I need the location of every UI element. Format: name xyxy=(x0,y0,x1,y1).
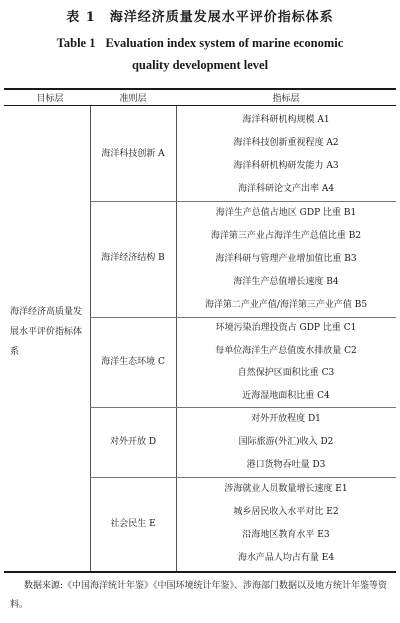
indicator-b4: 海洋生产总值增长速度 B4 xyxy=(233,277,339,287)
header-rule xyxy=(4,105,396,106)
group-separator xyxy=(90,317,396,318)
table-title-english-line1: Evaluation index system of marine economic xyxy=(105,36,344,50)
table-caption-chinese xyxy=(0,6,400,25)
group-separator xyxy=(90,201,396,202)
group-separator xyxy=(90,477,396,478)
table-number-chinese: 表 1 xyxy=(66,10,96,25)
source-note: 数据来源:《中国海洋统计年鉴》《中国环境统计年鉴》、涉海部门数据以及地方统计年鉴等资料。 xyxy=(10,581,388,610)
indicator-c2: 每单位海洋生产总值废水排放量 C2 xyxy=(215,346,357,356)
indicator-b1: 海洋生产总值占地区 GDP 比重 B1 xyxy=(215,208,357,218)
indicator-a1: 海洋科研机构规模 A1 xyxy=(242,115,330,125)
indicator-e1: 涉海就业人员数量增长速度 E1 xyxy=(224,484,348,494)
indicator-d1: 对外开放程度 D1 xyxy=(251,414,321,424)
goal-column-separator xyxy=(90,106,91,571)
header-goal: 目标层 xyxy=(36,94,64,104)
criterion-d: 对外开放 D xyxy=(109,437,157,447)
indicator-c4: 近海湿地面积比重 C4 xyxy=(242,391,330,401)
criterion-column-separator xyxy=(176,106,177,571)
indicator-b2: 海洋第三产业占海洋生产总值比重 B2 xyxy=(210,231,362,241)
table-title-english-line2: quality development level xyxy=(131,58,269,72)
criterion-a: 海洋科技创新 A xyxy=(101,149,165,159)
table-title-chinese: 海洋经济质量发展水平评价指标体系 xyxy=(109,10,334,25)
indicator-c1: 环境污染治理投资占 GDP 比重 C1 xyxy=(215,323,357,333)
indicator-e3: 沿海地区教育水平 E3 xyxy=(242,530,330,540)
indicator-e4: 海水产品人均占有量 E4 xyxy=(237,553,335,563)
group-separator xyxy=(90,407,396,408)
goal-cell: 海洋经济高质量发展水平评价指标体系 xyxy=(10,307,83,357)
criterion-b: 海洋经济结构 B xyxy=(101,253,165,263)
bottom-rule xyxy=(4,571,396,573)
indicator-d3: 港口货物吞吐量 D3 xyxy=(246,460,326,470)
indicator-a4: 海洋科研论文产出率 A4 xyxy=(237,184,335,194)
indicator-e2: 城乡居民收入水平对比 E2 xyxy=(233,507,339,517)
indicator-d2: 国际旅游(外汇)收入 D2 xyxy=(238,437,334,447)
table-number-english: Table 1 xyxy=(56,36,96,50)
table-caption-english-line1 xyxy=(0,36,400,51)
header-indicator: 指标层 xyxy=(272,94,300,104)
indicator-a3: 海洋科研机构研发能力 A3 xyxy=(233,161,339,171)
criterion-e: 社会民生 E xyxy=(110,519,156,529)
indicator-c3: 自然保护区面积比重 C3 xyxy=(237,368,335,378)
header-criterion: 准则层 xyxy=(119,94,147,104)
criterion-c: 海洋生态环境 C xyxy=(101,357,165,367)
indicator-b5: 海洋第二产业产值/海洋第三产业产值 B5 xyxy=(204,300,368,310)
top-rule xyxy=(4,88,396,90)
indicator-b3: 海洋科研与管理产业增加值比重 B3 xyxy=(215,254,357,264)
indicator-a2: 海洋科技创新重视程度 A2 xyxy=(233,138,339,148)
